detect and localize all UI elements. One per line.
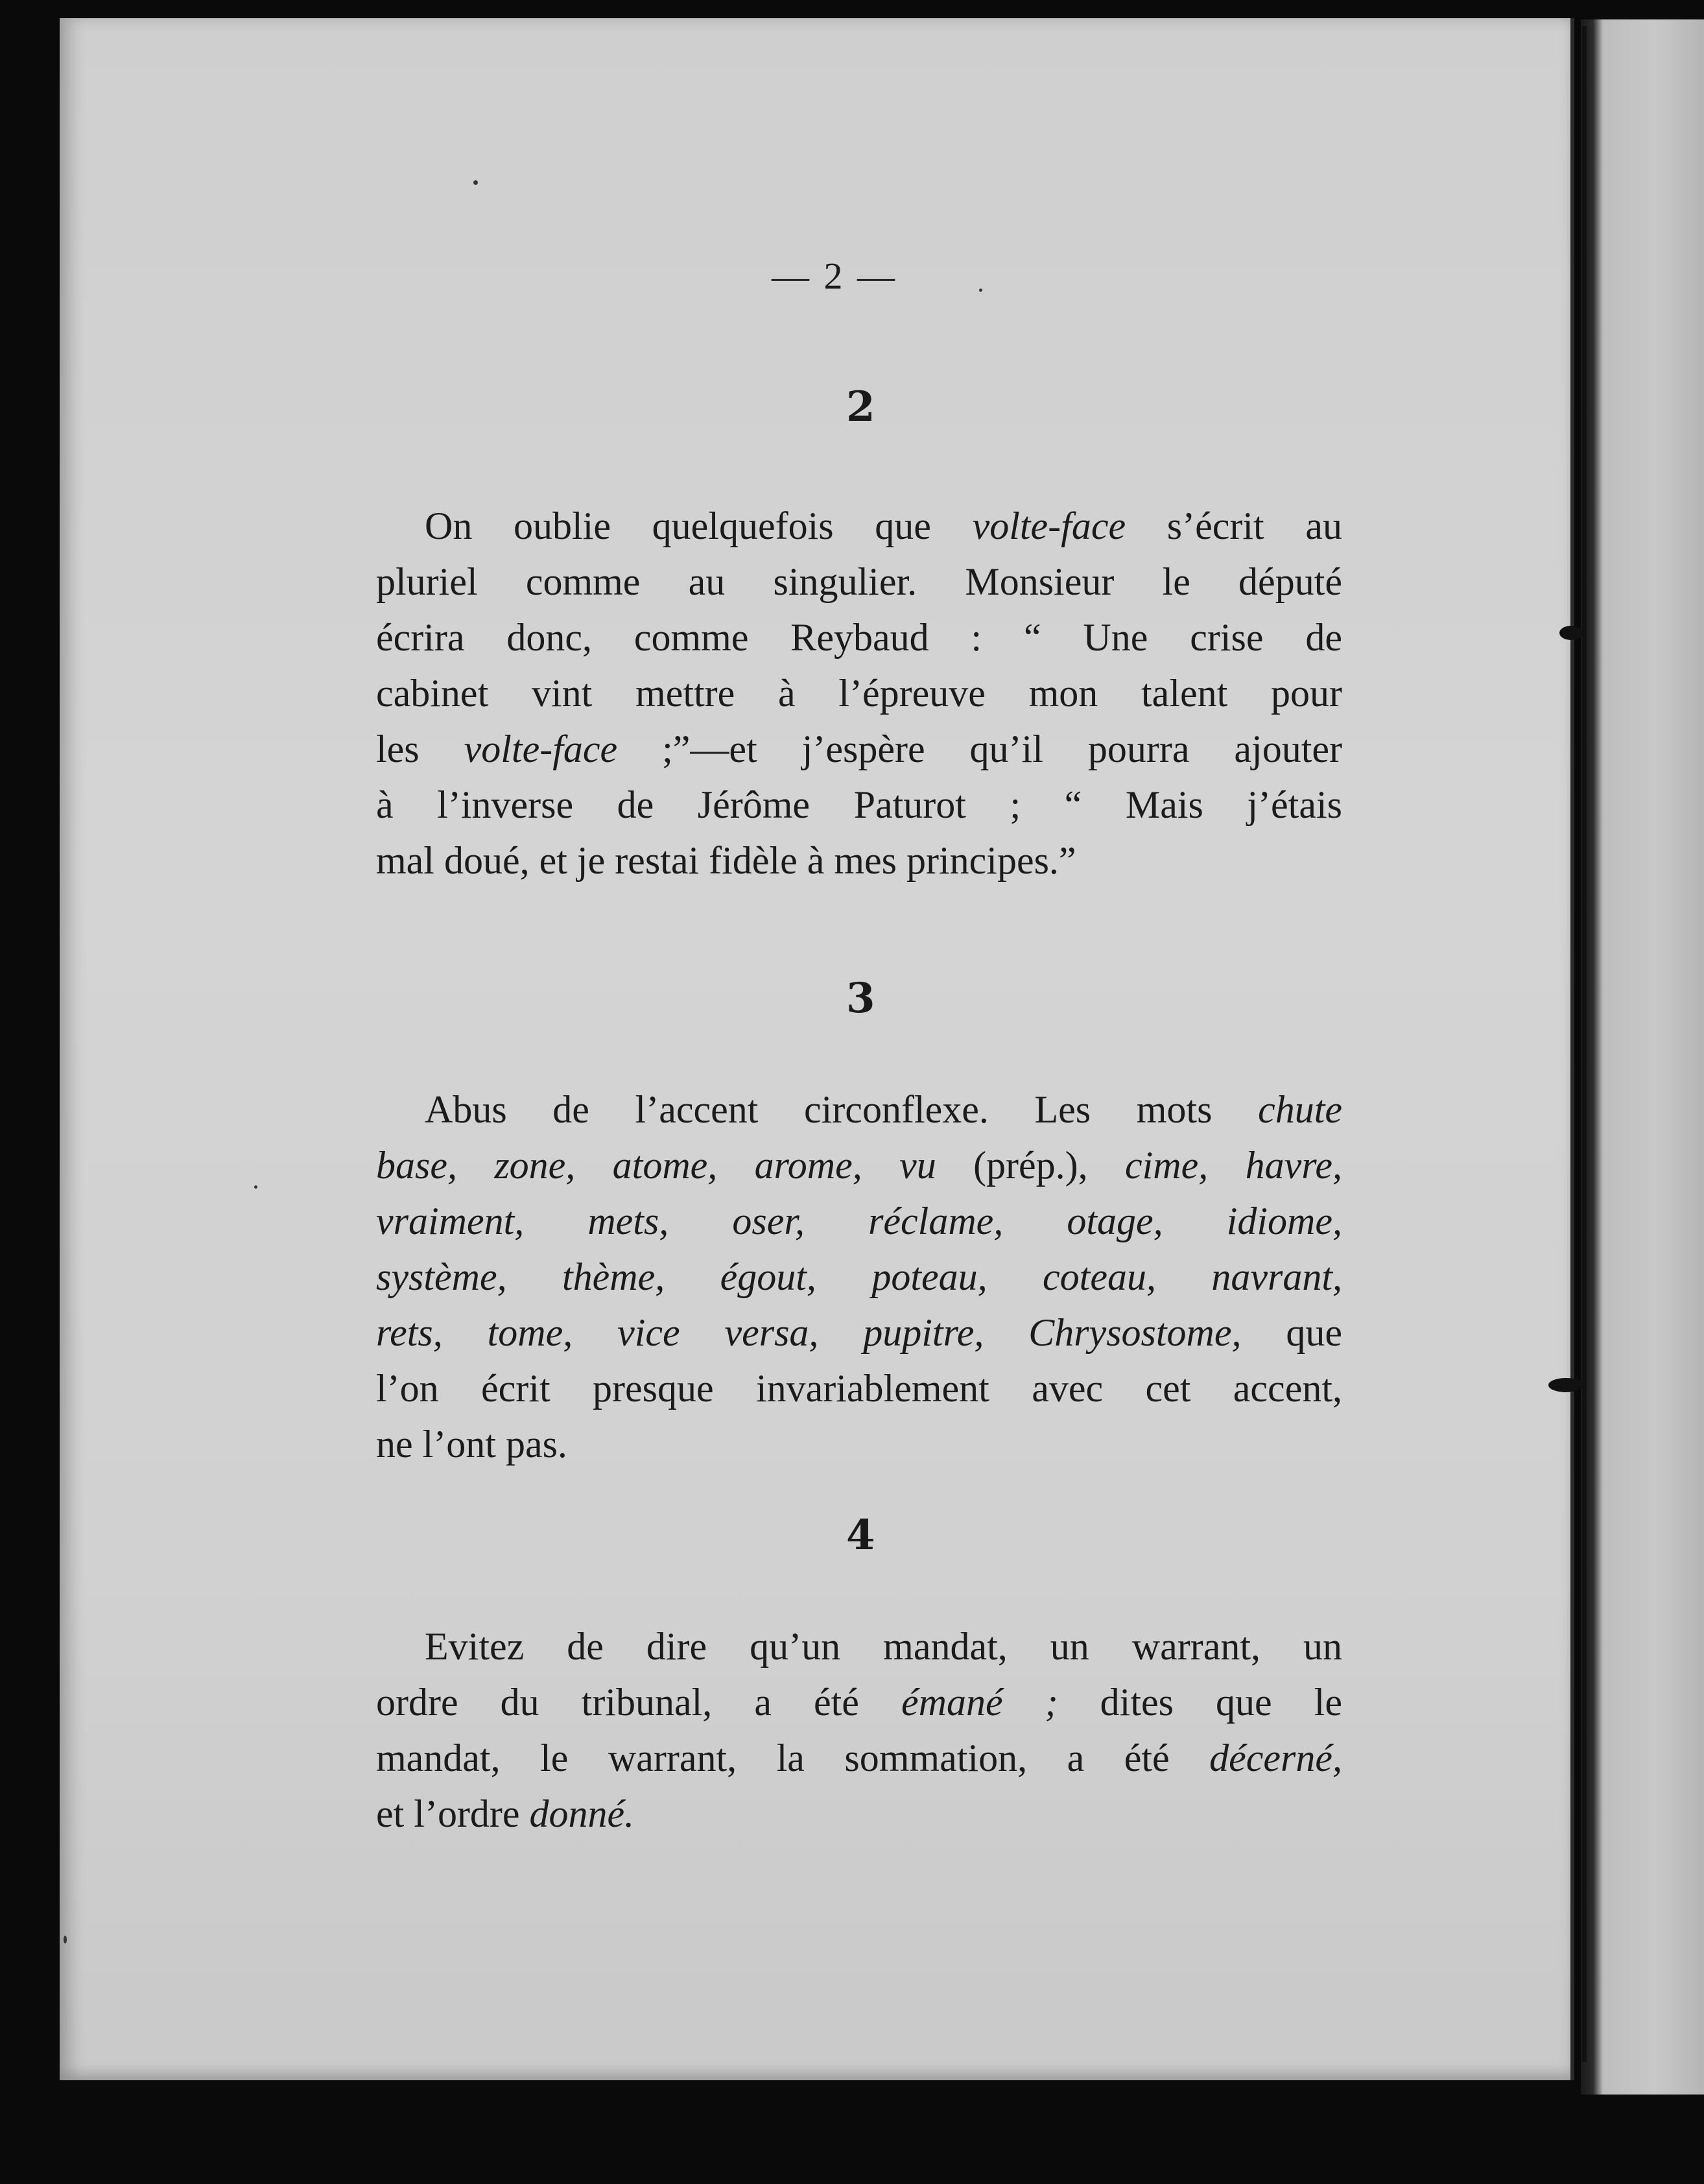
text-run: base, zone, atome, arome, vu	[376, 1144, 936, 1187]
paragraph-line	[376, 1619, 1342, 1674]
text-run: l’on écrit presque invariablement avec cet accent,	[376, 1367, 1342, 1410]
text-run: ;”—et j’espère qu’il pourra ajouter	[617, 728, 1343, 770]
paragraph-line	[376, 1193, 1342, 1249]
dust-speck	[254, 1185, 257, 1189]
paragraph-line	[376, 1305, 1342, 1360]
text-run: cime, havre,	[1125, 1144, 1342, 1187]
text-run: ne l’ont pas.	[376, 1423, 567, 1466]
paragraph-line	[376, 1249, 1342, 1305]
text-run: dites que le	[1058, 1681, 1342, 1724]
text-run: chute	[1258, 1088, 1342, 1131]
paragraph-line	[376, 610, 1342, 665]
section-number-2: 2	[846, 383, 875, 431]
text-run: écrira donc, comme Reybaud : “ Une crise de	[376, 616, 1342, 659]
section-number-4: 4	[846, 1511, 875, 1560]
paragraph-volte-face	[376, 498, 1342, 888]
text-run: cabinet vint mettre à l’épreuve mon talent pour	[376, 672, 1342, 715]
paragraph-line	[376, 1786, 1342, 1842]
text-run: à l’inverse de Jérôme Paturot ; “ Mais j’étais	[376, 783, 1342, 826]
text-run: les	[376, 728, 464, 770]
next-page-edge	[1581, 19, 1704, 2095]
paragraph-line	[376, 554, 1342, 610]
text-run: Evitez de dire qu’un mandat, un warrant, un	[425, 1625, 1342, 1668]
paragraph-mandat-warrant	[376, 1619, 1342, 1842]
paragraph-accent-circonflexe	[376, 1082, 1342, 1472]
text-run: mal doué, et je restai fidèle à mes principes.”	[376, 839, 1076, 882]
text-run: donné.	[529, 1792, 635, 1835]
text-run: système, thème, égout, poteau, coteau, navrant,	[376, 1255, 1342, 1298]
text-run: pluriel comme au singulier. Monsieur le député	[376, 560, 1342, 603]
text-run: décerné,	[1209, 1737, 1342, 1779]
dust-speck	[473, 180, 478, 185]
paragraph-line	[376, 777, 1342, 833]
paragraph-line	[376, 1137, 1342, 1193]
text-run: mandat, le warrant, la sommation, a été	[376, 1737, 1210, 1779]
paragraph-line	[376, 1730, 1342, 1786]
text-run: émané ;	[901, 1681, 1058, 1724]
binding-knot-bottom	[1548, 1378, 1583, 1392]
paragraph-line	[376, 1674, 1342, 1730]
page-number: — 2 —	[772, 255, 897, 297]
paragraph-line	[376, 665, 1342, 721]
text-run: volte-face	[464, 728, 618, 770]
section-number-3: 3	[846, 974, 875, 1023]
text-run: rets, tome, vice versa, pupitre, Chrysostome,	[376, 1311, 1242, 1354]
text-run: et l’ordre	[376, 1792, 530, 1835]
dust-speck	[64, 1936, 67, 1943]
dust-speck	[979, 289, 982, 292]
paragraph-line	[376, 1082, 1342, 1137]
binding-thread	[1582, 26, 1587, 2062]
paragraph-line	[376, 498, 1342, 554]
paragraph-line	[376, 833, 1342, 888]
text-run: volte-face	[972, 504, 1126, 547]
paragraph-line	[376, 1360, 1342, 1416]
paragraph-line	[376, 1416, 1342, 1472]
binding-knot-top	[1559, 626, 1583, 640]
text-run: s’écrit au	[1126, 504, 1342, 547]
paragraph-line	[376, 721, 1342, 777]
text-run: ordre du tribunal, a été	[376, 1681, 901, 1724]
text-run: On oublie quelquefois que	[425, 504, 973, 547]
text-run: vraiment, mets, oser, réclame, otage, idiome,	[376, 1200, 1342, 1242]
text-run: Abus de l’accent circonflexe. Les mots	[425, 1088, 1259, 1131]
text-run: que	[1241, 1311, 1342, 1354]
text-run: (prép.),	[936, 1144, 1125, 1187]
